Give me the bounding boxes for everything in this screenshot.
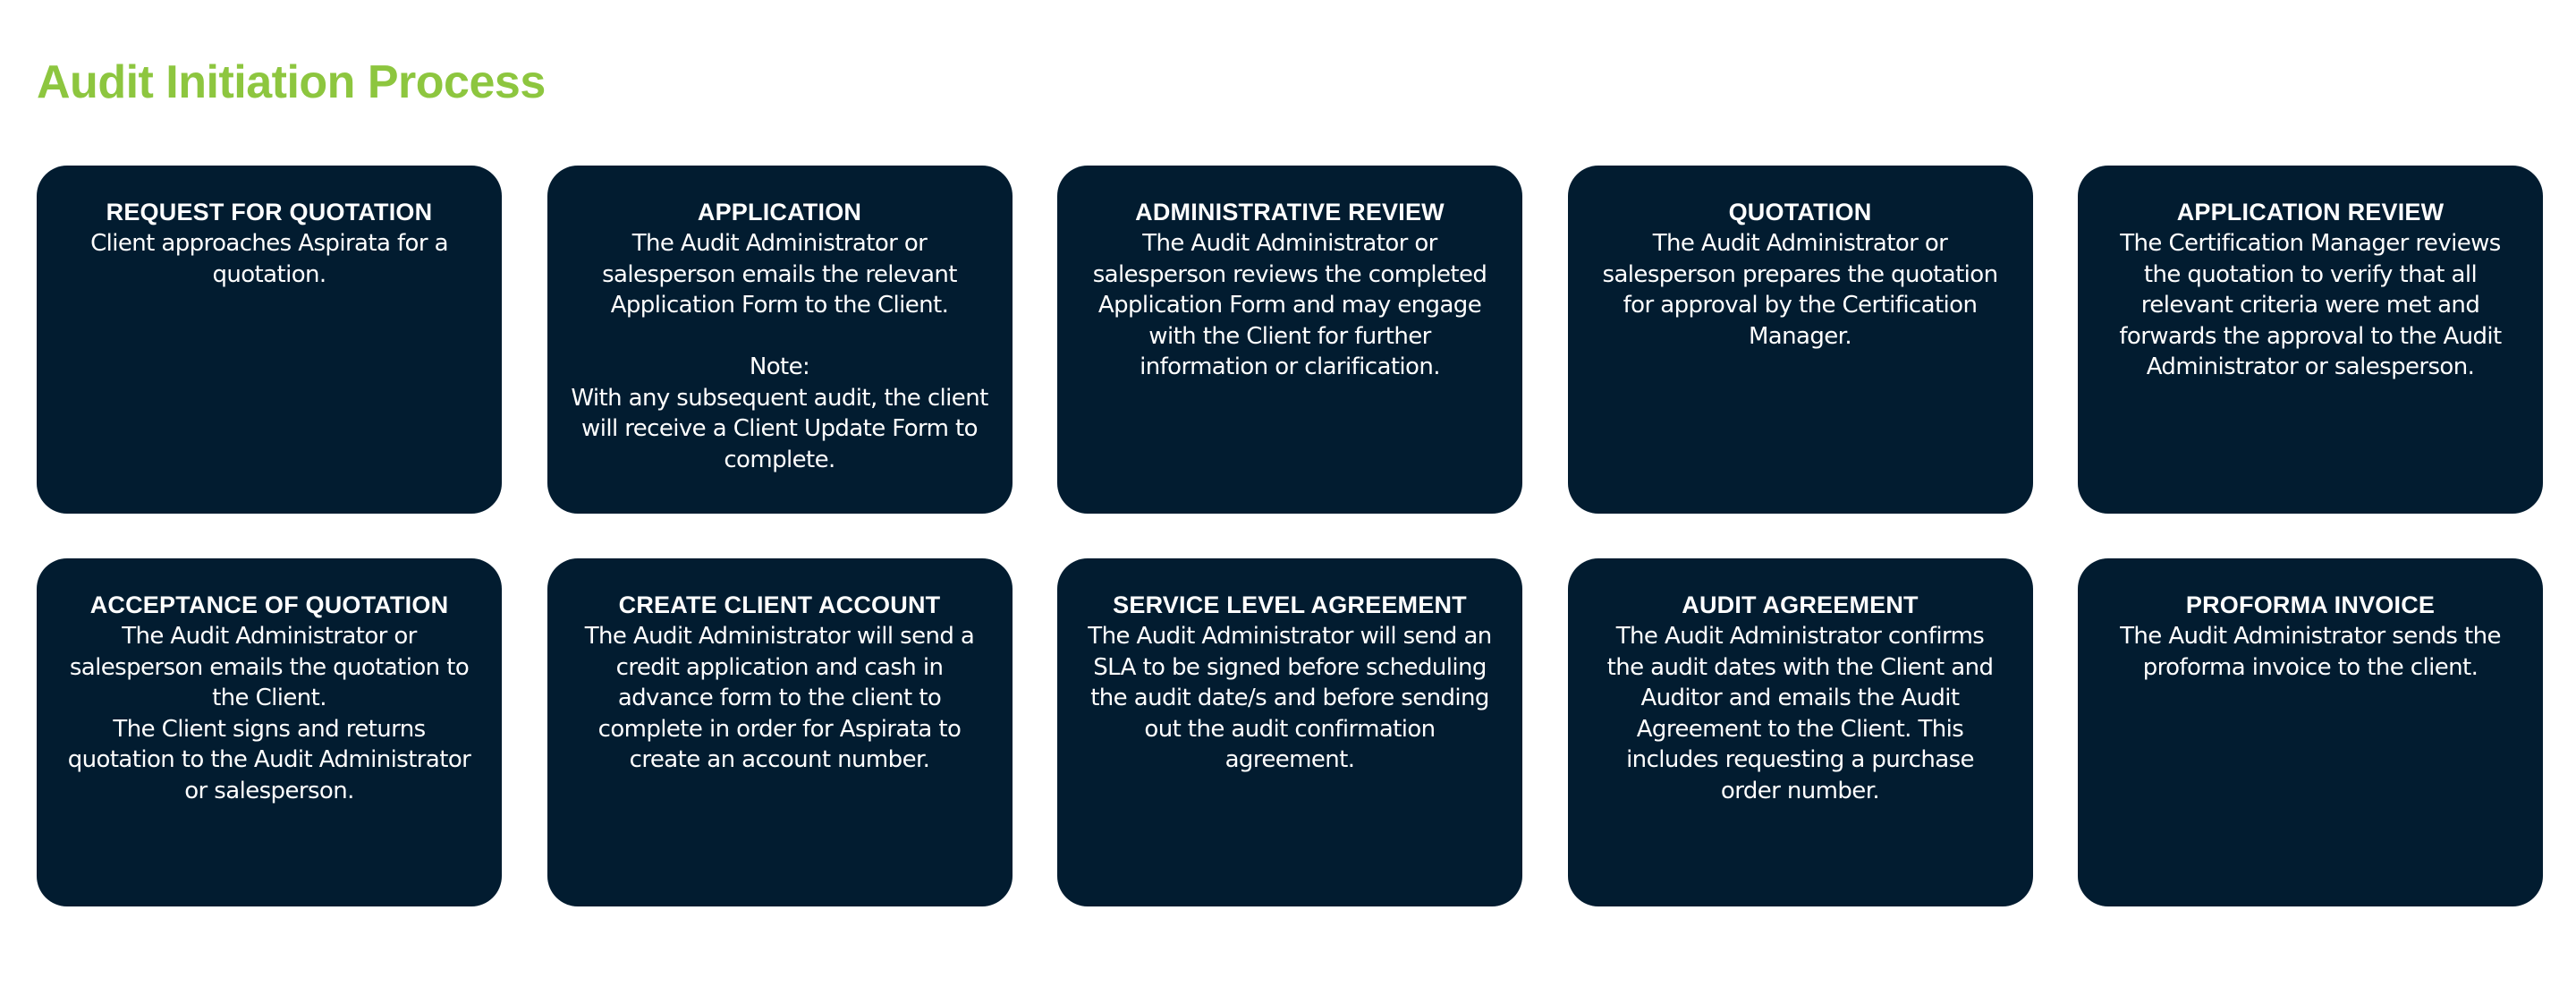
- process-grid: [37, 166, 2543, 906]
- step-title: SERVICE LEVEL AGREEMENT: [1113, 591, 1467, 618]
- step-title: PROFORMA INVOICE: [2185, 591, 2436, 618]
- step-card-proforma-invoice: [2078, 558, 2543, 906]
- step-title: APPLICATION REVIEW: [2176, 199, 2445, 225]
- step-title: AUDIT AGREEMENT: [1682, 591, 1919, 618]
- step-description: The Audit Administrator or salesperson reviews the completed Application Form and may engage with the Client for further information or clarification.: [1092, 230, 1487, 380]
- page-title: Audit Initiation Process: [37, 56, 546, 108]
- step-card-application: [547, 166, 1013, 514]
- step-description: The Audit Administrator confirms the audit dates with the Client and Auditor and emails the Audit Agreement to the Client. This includes requesting a purchase order number.: [1606, 623, 1994, 804]
- step-description: The Audit Administrator will send an SLA to be signed before scheduling the audit date/s and before sending out the audit confirmation agreement.: [1088, 623, 1492, 773]
- step-title: QUOTATION: [1728, 199, 1872, 225]
- step-title: ACCEPTANCE OF QUOTATION: [89, 591, 449, 618]
- step-card-create-client-account: [547, 558, 1013, 906]
- step-title: CREATE CLIENT ACCOUNT: [618, 591, 941, 618]
- step-description: The Audit Administrator or salesperson emails the quotation to the Client. The Client signs and returns quotation to the Audit Administrator or salesperson.: [67, 623, 471, 804]
- step-description: The Audit Administrator or salesperson prepares the quotation for approval by the Certification Manager.: [1602, 230, 1998, 350]
- step-title: APPLICATION: [697, 199, 862, 225]
- step-description: The Audit Administrator will send a credit application and cash in advance form to the client to complete in order for Aspirata to create an account number.: [584, 623, 975, 773]
- step-description: The Certification Manager reviews the quotation to verify that all relevant criteria were met and forwards the approval to the Audit Administrator or salesperson.: [2119, 230, 2502, 380]
- step-card-service-level-agreement: [1057, 558, 1522, 906]
- step-card-quotation: [1568, 166, 2033, 514]
- step-card-request-for-quotation: [37, 166, 502, 514]
- step-description: Client approaches Aspirata for a quotation.: [90, 230, 448, 288]
- step-card-application-review: [2078, 166, 2543, 514]
- step-card-acceptance-of-quotation: [37, 558, 502, 906]
- step-description: The Audit Administrator sends the proforma invoice to the client.: [2120, 623, 2501, 681]
- step-card-administrative-review: [1057, 166, 1522, 514]
- step-title: ADMINISTRATIVE REVIEW: [1135, 199, 1445, 225]
- step-description: The Audit Administrator or salesperson emails the relevant Application Form to the Client. Note: With any subsequent audit, the client will receive a Client Update Form to complete.: [571, 230, 988, 473]
- step-card-audit-agreement: [1568, 558, 2033, 906]
- step-title: REQUEST FOR QUOTATION: [106, 199, 433, 225]
